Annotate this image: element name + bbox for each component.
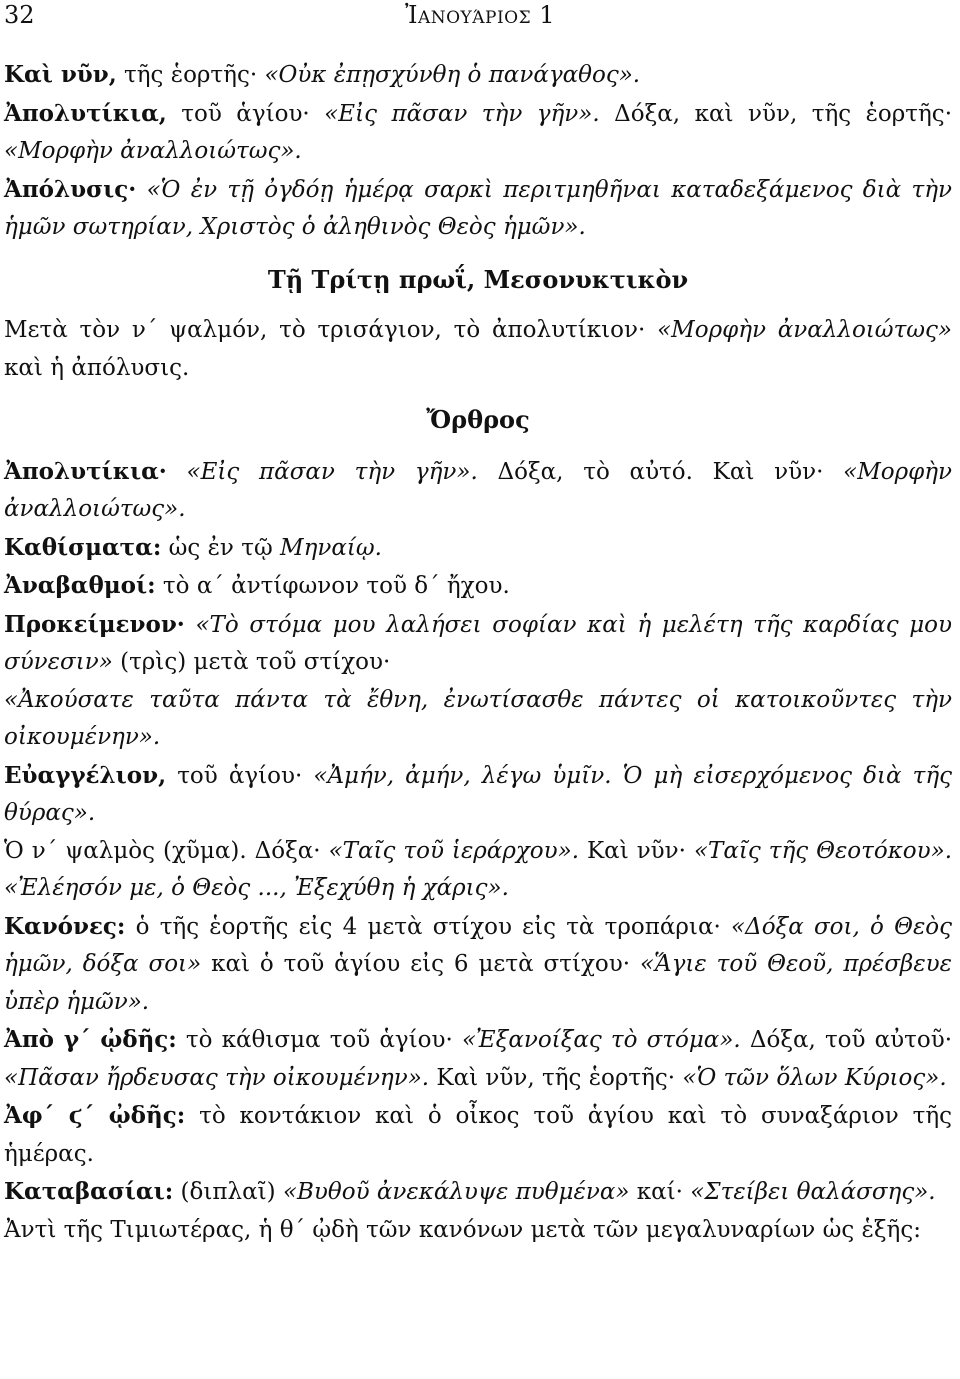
label-evangelion: Εὐαγγέλιον, xyxy=(4,761,167,789)
paragraph-apolytikia xyxy=(4,453,952,529)
gospel-incipit: «Ἀμήν, ἀμήν, λέγω ὑμῖν. Ὁ μὴ εἰσερχόμενος διὰ τῆς θύρας». xyxy=(4,762,952,826)
hymn-title: «Εἰς πᾶσαν τὴν γῆν». xyxy=(186,458,478,485)
text: καί· xyxy=(629,1179,683,1205)
hymn-title: «Μορφὴν ἀναλλοιώτως». xyxy=(4,138,302,164)
text: Δόξα, τὸ αὐτό. Καὶ νῦν· xyxy=(477,458,824,485)
refrain-text: «Ἅγιε τοῦ Θεοῦ, πρέσβευε ὑπὲρ ἡμῶν». xyxy=(4,951,953,1015)
section-heading-mesonyktikon: Τῇ Τρίτῃ πρωΐ, Μεσονυκτικὸν xyxy=(267,264,689,294)
text: τὸ α΄ ἀντίφωνον τοῦ δ΄ ἤχου. xyxy=(155,573,510,599)
paragraph-kanones xyxy=(4,908,952,1022)
text: καὶ ὁ τοῦ ἁγίου εἰς 6 μετὰ στίχου· xyxy=(201,951,631,977)
text: ὁ τῆς ἑορτῆς εἰς 4 μετὰ στίχου εἰς τὰ τροπάρια· xyxy=(125,913,721,940)
text: Μετὰ τὸν ν΄ ψαλμόν, τὸ τρισάγιον, τὸ ἀπολυτίκιον· xyxy=(4,317,646,343)
text: ὡς ἐν τῷ xyxy=(161,534,273,561)
running-title: Ἰανουάριος 1 xyxy=(404,1,556,29)
label-apolytikia: Ἀπολυτίκια, xyxy=(4,99,167,127)
section-heading-orthros: Ὄρθρος xyxy=(426,405,530,434)
paragraph-ode-6 xyxy=(4,1097,952,1173)
hymn-title: «Μορφὴν ἀναλλοιώτως». xyxy=(4,458,953,522)
text: Ὁ ν΄ ψαλμὸς (χῦμα). Δόξα· xyxy=(4,837,321,864)
label-katavasiai: Καταβασίαι: xyxy=(4,1178,174,1205)
text: Δόξα, καὶ νῦν, τῆς ἑορτῆς· xyxy=(599,100,952,127)
hymn-title: «Πᾶσαν ἤρδευσας τὴν οἰκουμένην». xyxy=(4,1064,430,1091)
label-apolytikia: Ἀπολυτίκια· xyxy=(4,457,167,485)
text: τὸ κοντάκιον καὶ ὁ οἶκος τοῦ ἁγίου καὶ τὸ συναξάριον τῆς ἡμέρας. xyxy=(4,1103,952,1167)
hymn-title: «Οὐκ ἐπῃσχύνθη ὁ πανάγαθος». xyxy=(264,62,641,88)
paragraph-evangelion xyxy=(4,757,952,833)
paragraph-anavathmoi xyxy=(4,567,952,606)
paragraph-psalm-50 xyxy=(4,833,952,908)
text: τὸ κάθισμα τοῦ ἁγίου· xyxy=(176,1027,453,1053)
hymn-title: «Στείβει θαλάσσης». xyxy=(690,1179,936,1205)
text: (τρὶς) μετὰ τοῦ στίχου· xyxy=(112,649,391,675)
text: Καὶ νῦν, τῆς ἑορτῆς· xyxy=(429,1064,676,1091)
paragraph-timioteran xyxy=(4,1212,952,1250)
label-kai-nyn: Καὶ νῦν, xyxy=(4,61,117,88)
text: καὶ ἡ ἀπόλυσις. xyxy=(4,354,190,381)
running-head xyxy=(0,0,960,30)
hymn-title: «Ταῖς τοῦ ἱεράρχου». xyxy=(328,837,580,864)
paragraph-prokeimenon xyxy=(4,606,952,757)
label-anavathmoi: Ἀναβαθμοί: xyxy=(4,572,156,599)
hymn-title: «Ὁ τῶν ὅλων Κύριος». xyxy=(682,1064,947,1091)
book-reference: Μηναίῳ. xyxy=(280,534,382,561)
hymn-title: «Τὸ στόμα μου λαλήσει σοφίαν καὶ ἡ μελέτη τῆς καρδίας μου σύνεσιν» xyxy=(4,611,952,675)
hymn-title: «Βυθοῦ ἀνεκάλυψε πυθμένα» xyxy=(282,1179,630,1205)
label-ode-6: Ἀφ΄ ϛ΄ ᾠδῆς: xyxy=(4,1102,186,1129)
label-apolysis: Ἀπόλυσις· xyxy=(4,175,137,203)
hymn-title: «Μορφὴν ἀναλλοιώτως» xyxy=(657,317,952,343)
label-kanones: Κανόνες: xyxy=(4,912,126,940)
hymn-title: «Ἐξανοίξας τὸ στόμα». xyxy=(461,1027,741,1053)
text: Δόξα, τοῦ αὐτοῦ· xyxy=(740,1027,953,1053)
paragraph-katavasiai xyxy=(4,1173,952,1212)
label-prokeimenon: Προκείμενον· xyxy=(4,610,185,638)
text: Καὶ νῦν· xyxy=(579,837,686,864)
text: τῆς ἑορτῆς· xyxy=(116,62,258,88)
paragraph-kathismata xyxy=(4,529,952,568)
hymn-title: «Εἰς πᾶσαν τὴν γῆν». xyxy=(324,100,600,127)
text: τοῦ ἁγίου· xyxy=(166,100,310,127)
text: τοῦ ἁγίου· xyxy=(166,762,303,789)
text: Ἀντὶ τῆς Τιμιωτέρας, ἡ θ΄ ᾠδὴ τῶν κανόνων μετὰ τῶν μεγαλυναρίων ὡς ἑξῆς: xyxy=(4,1216,921,1243)
hymn-title: «Ταῖς τῆς Θεοτόκου». «Ἐλέησόν με, ὁ Θεὸς ..., Ἐξεχύθη ἡ χάρις». xyxy=(4,837,953,901)
text: (διπλαῖ) xyxy=(173,1179,276,1205)
paragraph-ode-3 xyxy=(4,1021,952,1097)
label-kathismata: Καθίσματα: xyxy=(4,533,162,561)
dismissal-text: «Ὁ ἐν τῇ ὀγδόῃ ἡμέρᾳ σαρκὶ περιτμηθῆναι καταδεξάμενος διὰ τὴν ἡμῶν σωτηρίαν, Χριστὸς ὁ ἀληθινὸς Θεὸς ἡμῶν». xyxy=(4,176,953,240)
refrain-text: «Δόξα σοι, ὁ Θεὸς ἡμῶν, δόξα σοι» xyxy=(4,913,953,977)
verse-text: «Ἀκούσατε ταῦτα πάντα τὰ ἔθνη, ἐνωτίσασθε πάντες οἱ κατοικοῦντες τὴν οἰκουμένην». xyxy=(4,686,952,750)
paragraph-mesonyktikon xyxy=(4,312,952,387)
page-number: 32 xyxy=(4,1,35,29)
paragraph-vespers-end xyxy=(4,56,952,247)
label-ode-3: Ἀπὸ γ΄ ᾠδῆς: xyxy=(4,1026,177,1053)
body-text xyxy=(4,56,952,1249)
